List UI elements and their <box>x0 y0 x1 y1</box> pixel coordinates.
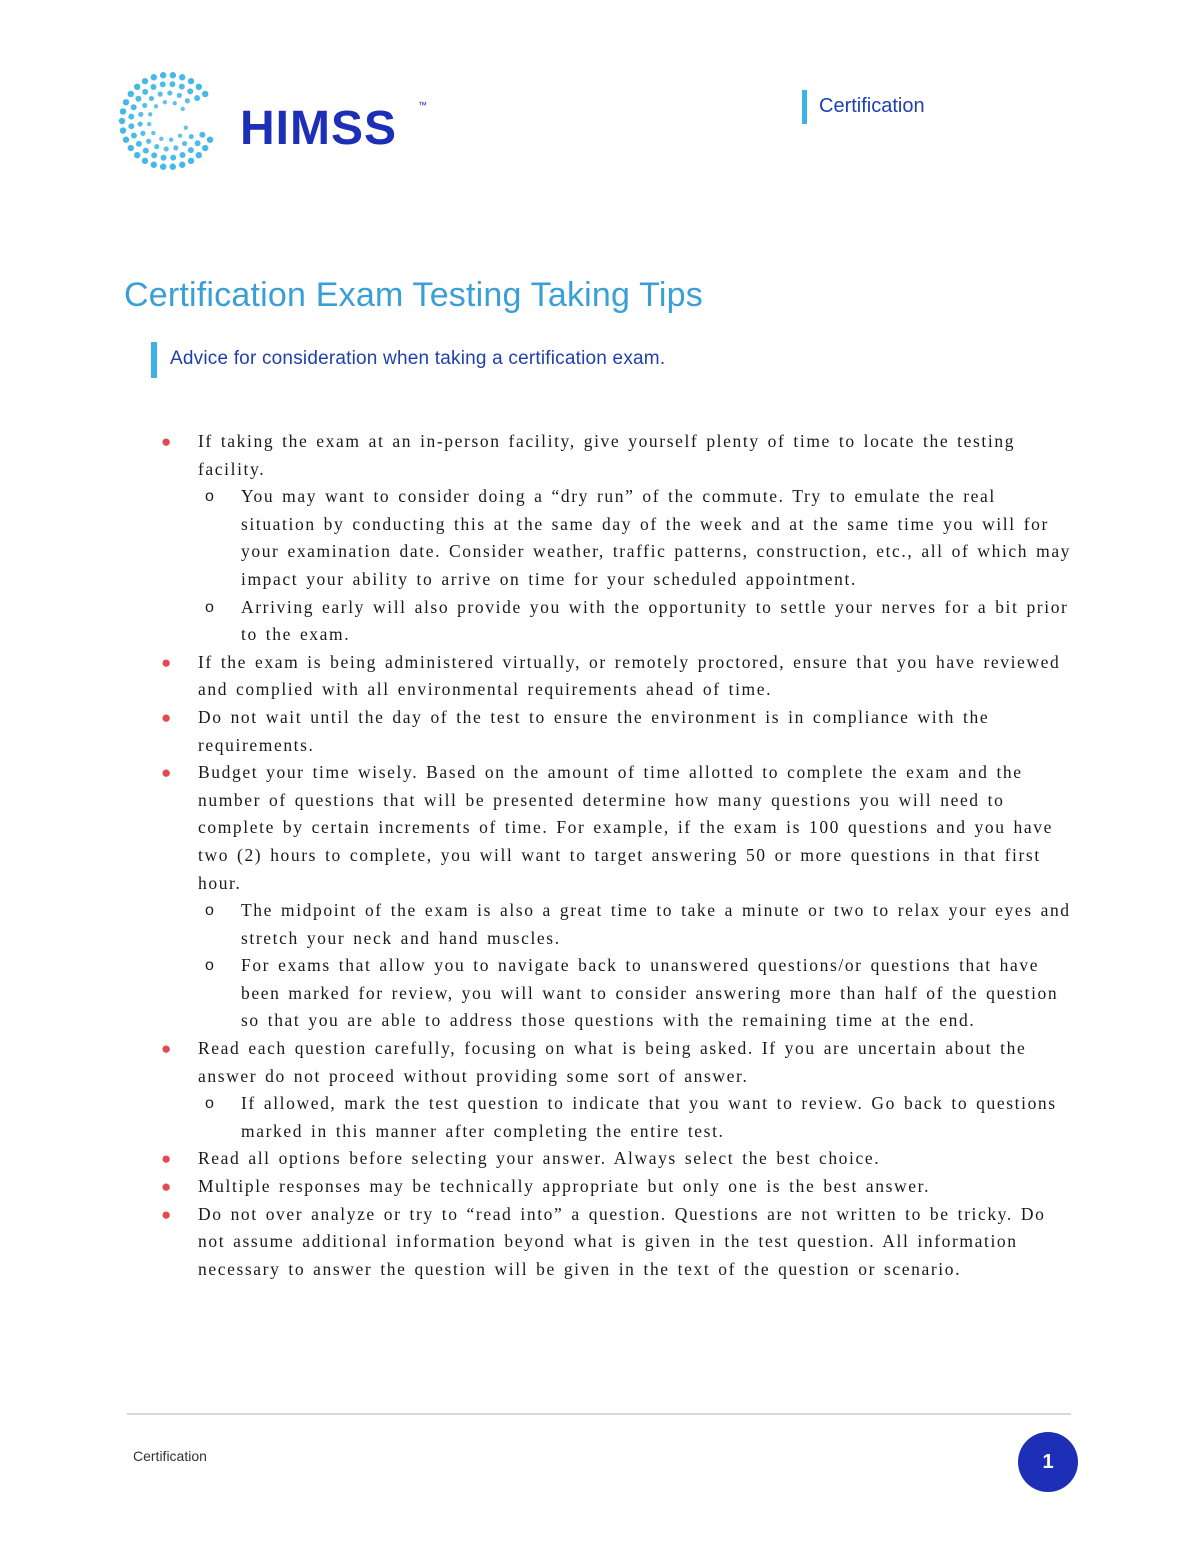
header-section-tag: Certification <box>802 90 925 124</box>
tips-list <box>158 428 1078 1283</box>
footer-label: Certification <box>133 1448 207 1464</box>
bullet-dot-icon: ● <box>161 763 173 783</box>
sub-tip-item <box>198 483 1078 593</box>
dotted-circle-logo-icon <box>119 72 213 170</box>
tip-item <box>158 649 1078 704</box>
bullet-dot-icon: ● <box>161 707 173 727</box>
hollow-circle-bullet-icon: o <box>205 488 216 506</box>
tip-item <box>158 759 1078 1035</box>
bullet-dot-icon: ● <box>161 1204 173 1224</box>
sub-tip-item <box>198 952 1078 1035</box>
tip-text: Read each question carefully, focusing on what is being asked. If you are uncertain about the answer do not proceed without providing some sort of answer. <box>198 1038 1027 1086</box>
logo-wordmark: HIMSS <box>240 102 398 155</box>
tip-text: If taking the exam at an in-person facility, give yourself plenty of time to locate the testing facility. <box>198 431 1016 479</box>
hollow-circle-bullet-icon: o <box>205 1095 216 1113</box>
tip-text: Do not over analyze or try to “read into” a question. Questions are not written to be tricky. Do not assume additional information beyond what is given in the test question. All information necessary to answer the question will be given in the text of the question or scenario. <box>198 1203 1046 1279</box>
sub-tip-text: Arriving early will also provide you with the opportunity to settle your nerves for a bit prior to the exam. <box>241 596 1069 645</box>
bullet-dot-icon: ● <box>161 1149 173 1169</box>
sub-tips-list <box>198 483 1078 649</box>
bullet-dot-icon: ● <box>161 432 173 451</box>
sub-tip-text: The midpoint of the exam is also a great time to take a minute or two to relax your eyes and stretch your neck and hand muscles. <box>241 900 1071 948</box>
tip-item <box>158 1201 1078 1284</box>
hollow-circle-bullet-icon: o <box>205 957 216 975</box>
bullet-dot-icon: ● <box>161 1177 173 1197</box>
sub-tips-list <box>198 1090 1078 1145</box>
tip-text: If the exam is being administered virtually, or remotely proctored, ensure that you have reviewed and complied with all environmental requirements ahead of time. <box>198 651 1061 700</box>
tip-item <box>158 428 1078 649</box>
sub-tip-text: For exams that allow you to navigate back to unanswered questions/or questions that have been marked for review, you will want to consider answering more than half of the question so that you are able to address those questions with the remaining time at the end. <box>241 955 1059 1031</box>
tip-text: Budget your time wisely. Based on the amount of time allotted to complete the exam and the number of questions that will be presented determine how many questions you will need to complete by certain increments of time. For example, if the exam is 100 questions and you have two (2) hours to complete, you will want to target answering 50 or more questions in that first hour. <box>198 762 1053 893</box>
sub-tip-text: If allowed, mark the test question to indicate that you want to review. Go back to questions marked in this manner after completing the entire test. <box>241 1093 1057 1141</box>
sub-tip-item <box>198 1090 1078 1145</box>
bullet-dot-icon: ● <box>161 1039 173 1059</box>
tip-text: Do not wait until the day of the test to ensure the environment is in compliance with the requirements. <box>198 706 990 755</box>
page-subtitle: Advice for consideration when taking a certification exam. <box>151 342 665 378</box>
himss-logo <box>118 66 438 176</box>
tip-item <box>158 704 1078 759</box>
hollow-circle-bullet-icon: o <box>205 902 216 920</box>
trademark-mark: ™ <box>418 100 427 110</box>
sub-tip-item <box>198 594 1078 649</box>
tip-text: Multiple responses may be technically appropriate but only one is the best answer. <box>198 1176 931 1197</box>
sub-tips-list <box>198 897 1078 1035</box>
page-number-badge: 1 <box>1018 1432 1078 1492</box>
footer-divider <box>127 1413 1071 1415</box>
hollow-circle-bullet-icon: o <box>205 598 216 616</box>
page-title: Certification Exam Testing Taking Tips <box>124 276 703 314</box>
tip-text: Read all options before selecting your answer. Always select the best choice. <box>198 1148 881 1169</box>
tip-item <box>158 1173 1078 1201</box>
tip-item <box>158 1035 1078 1145</box>
sub-tip-item <box>198 897 1078 952</box>
tip-item <box>158 1145 1078 1173</box>
bullet-dot-icon: ● <box>161 652 173 672</box>
sub-tip-text: You may want to consider doing a “dry run” of the commute. Try to emulate the real situation by conducting this at the same day of the week and at the same time you will for your examination date. Consider weather, traffic patterns, construction, etc., all of which may impact your ability to arrive on time for your scheduled appointment. <box>241 486 1072 589</box>
